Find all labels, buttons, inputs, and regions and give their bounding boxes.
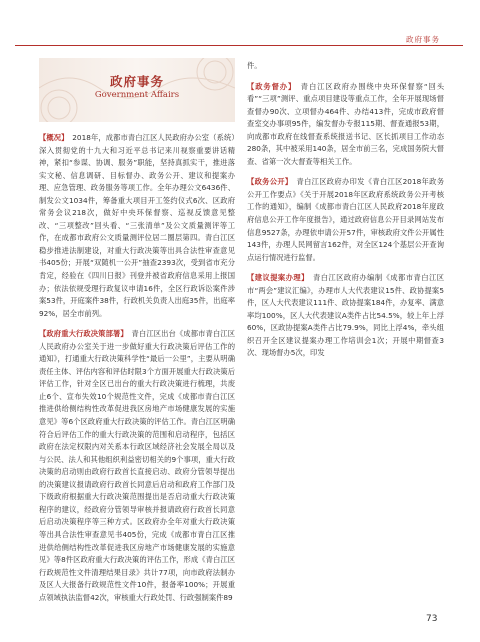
section-title: 政府事务 xyxy=(109,74,164,89)
left-column xyxy=(39,132,235,604)
paragraph-supervision xyxy=(247,81,444,169)
running-header: 政府事务 xyxy=(406,35,440,44)
text-openness: 青白江区政府办印发《青白江区2018年政务公开工作要点》《关于开展2018年区政府系统政务公开考核工作的通知》，编制《成都市青白江区人民政府2018年度政府信息公开工作年度报告》，通过政府信息公开目录网站发布信息9527条，办理依申请公开57件，审核政府文件公开属性143件，办理人民网留言162件，对全区124个基层公开查询点运行情况进行监督。 xyxy=(247,177,444,262)
tag-supervision: 【政务督办】 xyxy=(247,81,293,91)
tag-proposals: 【建议提案办理】 xyxy=(247,273,306,283)
text-supervision: 青白江区政府办围绕中央环保督察“回头看”“三项”测评、重点项目建设等重点工作，全年开展现场督查督办90次、立项督办464件、办结413件，完成市政府督查室交办事项95件，编发督办专报115期、督查通报53期，向成都市政府在线督查系统报送书记、区长抓项目工作动态280条，其中被采用140条，居全市前三名，完成国务院大督查、省第一次大督查等相关工作。 xyxy=(247,81,445,166)
paragraph-overview xyxy=(39,132,235,320)
text-proposals: 青白江区政府办编制《成都市青白江区市“两会”建议汇编》，办理市人大代表建议15件、政协提案5件，区人大代表建议111件、政协提案184件，办复率、满意率均100%，区人大代表建议A类件占比54.5%，较上年上浮60%，区政协提案A类件占比79.9%，同比上浮4%，牵头组织召开全区建议提案办理工作培训会1次；开展中期督查3次、现场督办5次，印发 xyxy=(247,273,445,358)
page-number: 73 xyxy=(426,614,438,624)
paragraph-openness xyxy=(247,176,444,264)
tag-decision: 【政府重大行政决策部署】 xyxy=(39,329,125,339)
text-decision: 青白江区出台《成都市青白江区人民政府办公室关于进一步做好重大行政决策后评估工作的通知》，打通重大行政决策科学性“最后一公里”，主要从明确责任主体、评估内容和评估时限3个方面开展重大行政决策后评估工作，针对全区已出台的重大行政决策进行梳理，共废止6个、宣布失效10个规范性文件，完成《成都市青白江区推进供给侧结构性改革促进我区房地产市场健康发展的实施意见》等6个区政府重大行政决策的评估工作。青白江区明确符合后评估工作的重大行政决策的范围和启动程序，包括区政府在法定权限内对关系本行政区域经济社会发展全局以及与公民、法人和其他组织利益密切相关的9个事项，重大行政决策的启动则由政府行政首长直接启动、政府分管领导提出的决策建议报请政府行政首长同意后启动和政府工作部门及下级政府根据重大行政决策范围提出是否启动重大行政决策程序的建议，经政府分管领导审核并报请政府行政首长同意后启动决策程序等三种方式。区政府办全年对重大行政决策等出具合法性审查意见书405份，完成《成都市青白江区推进供给侧结构性改革促进我区房地产市场健康发展的实施意见》等8件区政府重大行政决策的评估工作，形成《青白江区行政规范性文件清理结果目录》共计77项，向市政府法制办及区人大报备行政规范性文件10件，报备率100%；开展重点领域执法监督42次，审核重大行政处罚、行政强制案件89 xyxy=(39,329,235,602)
paragraph-decision-continued: 件。 xyxy=(247,61,262,70)
paragraph-proposals xyxy=(247,272,444,360)
text-overview: 2018年，成都市青白江区人民政府办公室（系统）深入贯彻党的十九大和习近平总书记来川视察重要讲话精神，紧扣“参谋、协调、服务”职能，坚持真抓实干，推进落实文秘、信息调研、目标督办、政务公开、建议和提案办理、应急管理、政务服务等项工作。全年办理公文6436件、制发公文1034件，筹备重大项目开工签约仪式6次、区政府常务会议218次，做好中央环保督察、巡视反馈意见整改、“三项整改”回头看、“三张清单”及公文质量测评等工作，在成都市政府公文质量测评位居二圈层第四。青白江区稳步推进法制建设，对重大行政决策等出具合法性审查意见书405份；开展“双随机一公开”抽查2393次，受到省市充分肯定，经验在《四川日报》刊登并被省政府信息采用上报国办；依法依规受理行政复议申请16件，全区行政诉讼案件涉案53件，开庭案件38件，行政机关负责人出庭35件，出庭率92%，居全市前列。 xyxy=(39,133,235,318)
tag-openness: 【政务公开】 xyxy=(247,177,289,187)
tag-overview: 【概况】 xyxy=(39,133,65,142)
section-title-banner xyxy=(39,58,235,122)
header-rule xyxy=(15,45,463,46)
right-column xyxy=(247,60,444,360)
section-title-english: Government Affairs xyxy=(94,90,180,100)
paragraph-decision xyxy=(39,328,235,604)
